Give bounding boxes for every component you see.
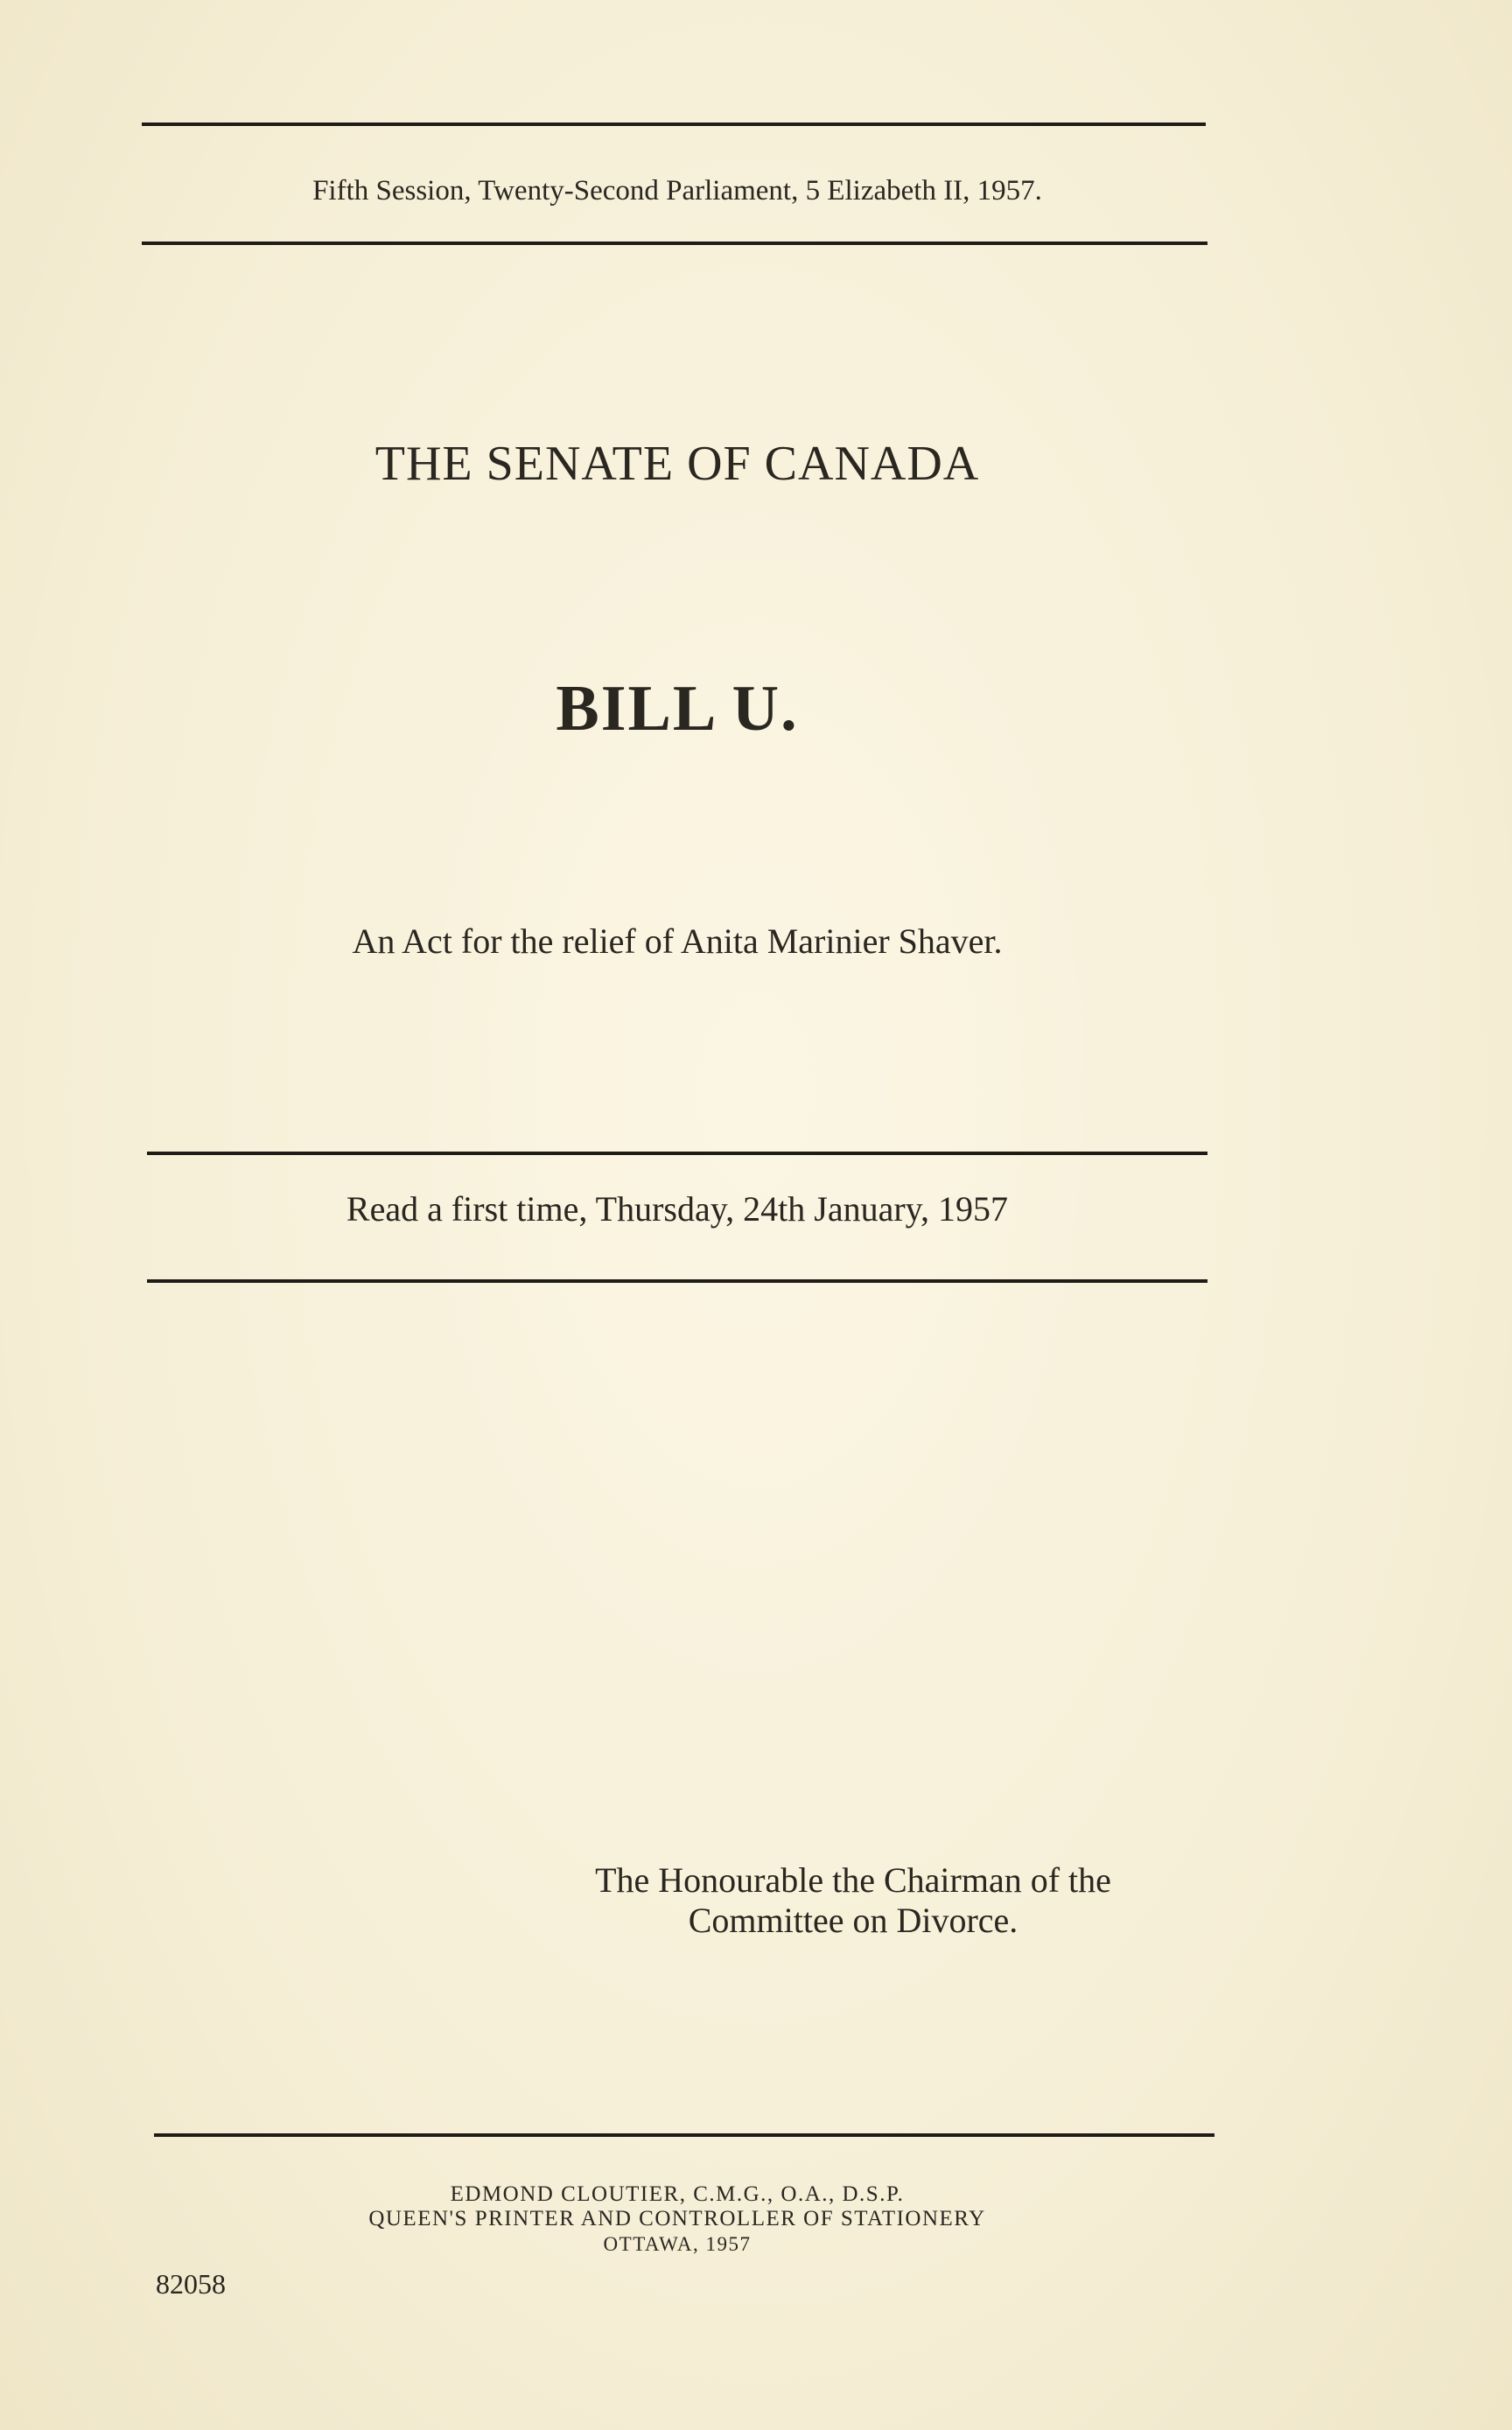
imprint-place-year: OTTAWA, 1957: [603, 2233, 752, 2255]
top-rule-lower: [142, 242, 1208, 245]
top-rule-upper: [142, 123, 1206, 126]
reading-rule-lower: [147, 1279, 1208, 1283]
first-reading-line: Read a first time, Thursday, 24th January, 1957: [346, 1189, 1009, 1229]
document-number: 82058: [156, 2268, 226, 2300]
bill-title: BILL U.: [556, 673, 799, 745]
reading-rule-upper: [147, 1152, 1208, 1155]
imprint-printer-title: QUEEN'S PRINTER AND CONTROLLER OF STATIONERY: [368, 2207, 986, 2230]
sponsor-block: [508, 1860, 1199, 1941]
sponsor-line-2: Committee on Divorce.: [688, 1901, 1018, 1940]
imprint-rule: [154, 2133, 1214, 2137]
act-title: An Act for the relief of Anita Marinier Shaver.: [352, 921, 1003, 961]
sponsor-line-1: The Honourable the Chairman of the: [595, 1860, 1111, 1900]
session-header: Fifth Session, Twenty-Second Parliament, 5 Elizabeth II, 1957.: [312, 175, 1042, 207]
imprint-printer-name: EDMOND CLOUTIER, C.M.G., O.A., D.S.P.: [450, 2182, 905, 2206]
chamber-title: THE SENATE OF CANADA: [374, 437, 980, 491]
